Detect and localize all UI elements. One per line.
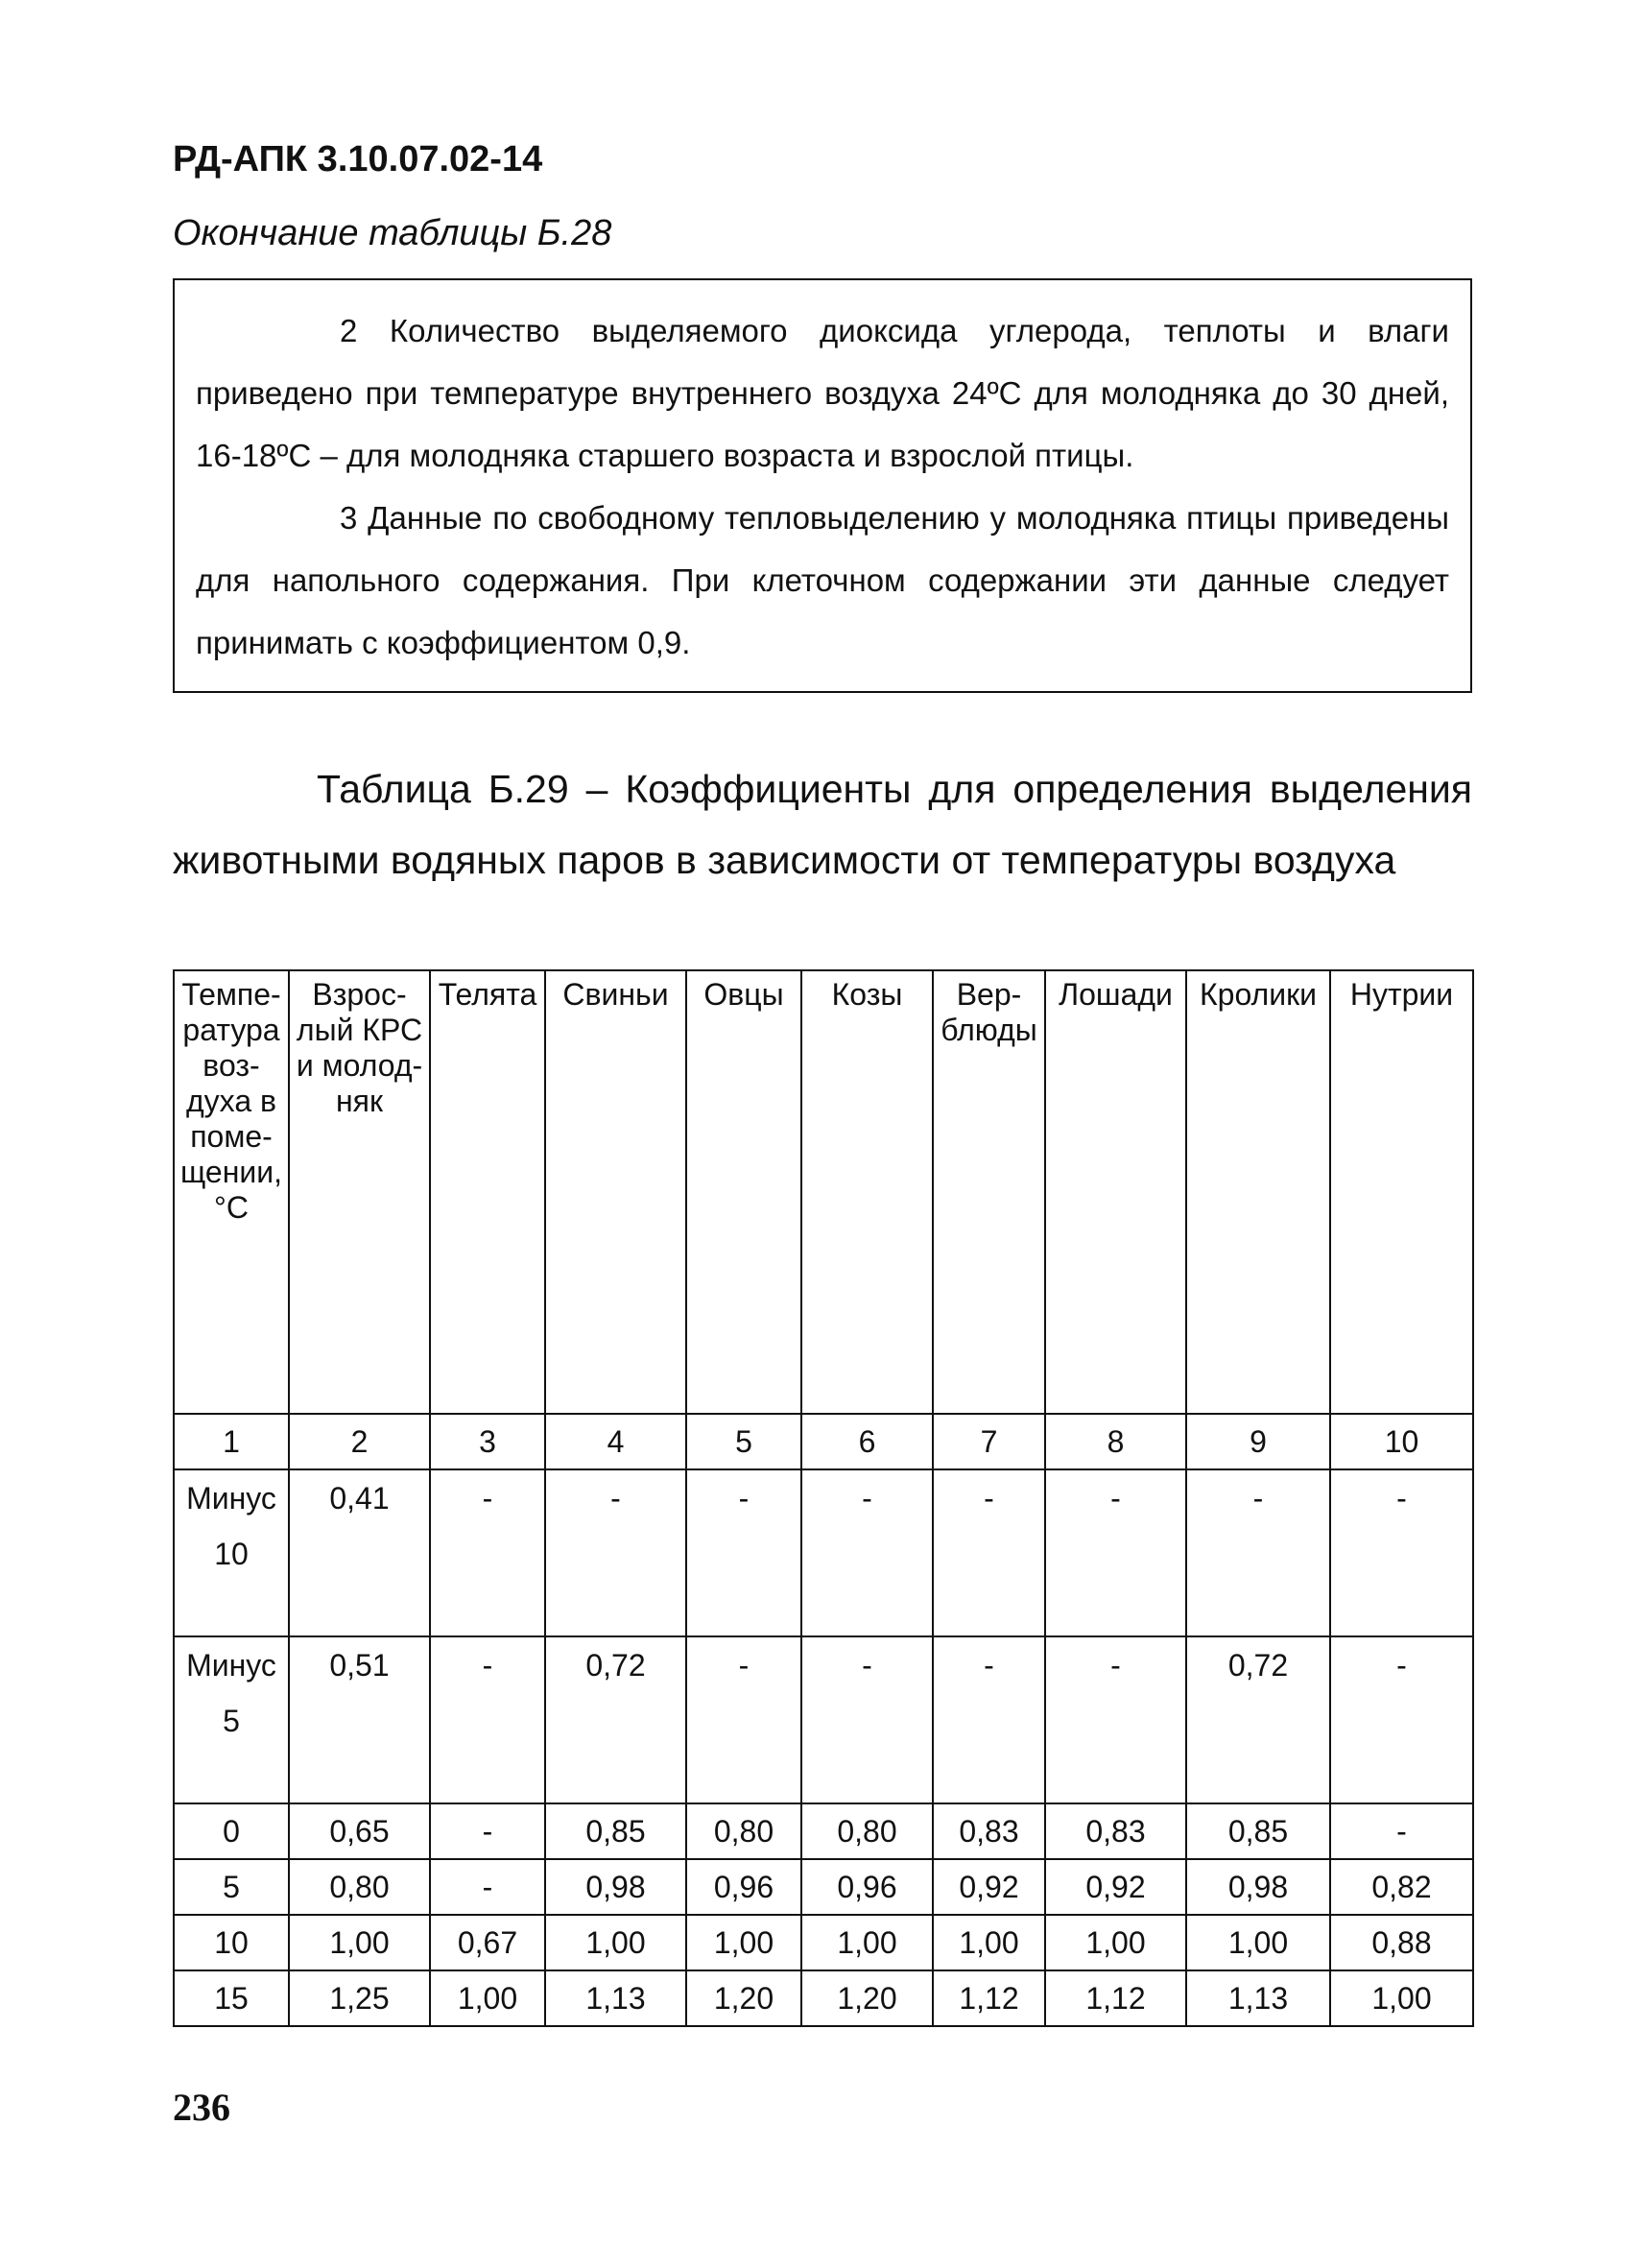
table-cell: 0 [174, 1803, 289, 1859]
table-cell: 0,83 [1045, 1803, 1186, 1859]
table-cell: - [430, 1859, 545, 1915]
table-cell: - [1186, 1469, 1330, 1636]
table-cell: 0,88 [1330, 1915, 1473, 1970]
table-cell: 0,85 [1186, 1803, 1330, 1859]
column-number: 1 [174, 1414, 289, 1469]
table-cell: - [1045, 1469, 1186, 1636]
table-cell: 0,41 [289, 1469, 430, 1636]
note-3: 3 Данные по свободному тепловыделению у молодняка птицы приведены для напольного содержания. При клеточном содержании эти данные следует принимать с коэффициентом 0,9. [196, 500, 1449, 660]
header-pigs: Свиньи [545, 970, 686, 1414]
table-header-row [174, 970, 1473, 1414]
table-cell: 1,00 [686, 1915, 801, 1970]
column-number: 4 [545, 1414, 686, 1469]
column-number: 5 [686, 1414, 801, 1469]
table-title: Таблица Б.29 – Коэффициенты для определения выделения животными водяных паров в зависимости от температуры воздуха [173, 767, 1472, 882]
table-cell: 0,96 [801, 1859, 933, 1915]
table-cell: 0,83 [933, 1803, 1045, 1859]
table-cell: - [801, 1636, 933, 1803]
table-row [174, 1636, 1473, 1803]
table-cell: - [1045, 1636, 1186, 1803]
table-cell: - [1330, 1636, 1473, 1803]
table-cell: 1,20 [686, 1970, 801, 2026]
table-cell: - [430, 1636, 545, 1803]
page-number: 236 [173, 2086, 230, 2129]
table-row [174, 1803, 1473, 1859]
table-cell: 0,82 [1330, 1859, 1473, 1915]
table-cell: 1,00 [1186, 1915, 1330, 1970]
header-nutrias: Нутрии [1330, 970, 1473, 1414]
table-cell: 1,13 [545, 1970, 686, 2026]
column-number: 10 [1330, 1414, 1473, 1469]
coefficients-table [173, 969, 1474, 2027]
column-number: 8 [1045, 1414, 1186, 1469]
table-cell: 0,92 [933, 1859, 1045, 1915]
header-camels: Верблюды [933, 970, 1045, 1414]
table-cell: 0,72 [545, 1636, 686, 1803]
column-number: 9 [1186, 1414, 1330, 1469]
table-cell: 0,80 [686, 1803, 801, 1859]
document-code: РД-АПК 3.10.07.02-14 [173, 139, 543, 179]
table-cell: 1,00 [289, 1915, 430, 1970]
header-cattle: Взрослый КРС и молодняк [289, 970, 430, 1414]
table-cell: - [686, 1636, 801, 1803]
table-notes-box [173, 278, 1472, 693]
header-temperature: Температура воздуха в помещении, °С [174, 970, 289, 1414]
table-cell: 1,12 [933, 1970, 1045, 2026]
table-row [174, 1915, 1473, 1970]
table-cell: 1,13 [1186, 1970, 1330, 2026]
header-calves: Телята [430, 970, 545, 1414]
column-number: 2 [289, 1414, 430, 1469]
table-cell: 0,96 [686, 1859, 801, 1915]
table-cell: 0,85 [545, 1803, 686, 1859]
table-cell: 0,98 [545, 1859, 686, 1915]
table-cell: 15 [174, 1970, 289, 2026]
table-cell: - [545, 1469, 686, 1636]
header-horses: Лошади [1045, 970, 1186, 1414]
table-row [174, 1859, 1473, 1915]
table-cell: 1,00 [1330, 1970, 1473, 2026]
column-number: 3 [430, 1414, 545, 1469]
table-cell: 0,92 [1045, 1859, 1186, 1915]
table-cell: - [933, 1469, 1045, 1636]
table-cell: - [430, 1469, 545, 1636]
table-cell: 0,80 [289, 1859, 430, 1915]
column-number: 7 [933, 1414, 1045, 1469]
note-2: 2 Количество выделяемого диоксида углерода, теплоты и влаги приведено при температуре внутреннего воздуха 24ºС для молодняка до 30 дней, 16-18ºС – для молодняка старшего возраста и взрослой птицы. [196, 313, 1449, 473]
column-numbers-row [174, 1414, 1473, 1469]
header-rabbits: Кролики [1186, 970, 1330, 1414]
table-cell: 1,00 [933, 1915, 1045, 1970]
table-cell: 1,20 [801, 1970, 933, 2026]
table-cell: 1,00 [430, 1970, 545, 2026]
table-cell: 0,51 [289, 1636, 430, 1803]
table-cell: 1,00 [1045, 1915, 1186, 1970]
table-cell: - [430, 1803, 545, 1859]
table-cell: 0,72 [1186, 1636, 1330, 1803]
table-row [174, 1970, 1473, 2026]
header-sheep: Овцы [686, 970, 801, 1414]
table-cell: - [1330, 1803, 1473, 1859]
table-cell: 0,67 [430, 1915, 545, 1970]
table-cell: 5 [174, 1859, 289, 1915]
table-cell: - [801, 1469, 933, 1636]
table-continuation-caption: Окончание таблицы Б.28 [173, 213, 612, 253]
table-cell: 1,00 [801, 1915, 933, 1970]
table-cell: 0,98 [1186, 1859, 1330, 1915]
table-cell: - [933, 1636, 1045, 1803]
table-cell: - [1330, 1469, 1473, 1636]
table-cell: 10 [174, 1915, 289, 1970]
table-cell: 0,65 [289, 1803, 430, 1859]
table-cell: 1,00 [545, 1915, 686, 1970]
table-cell: 1,12 [1045, 1970, 1186, 2026]
table-cell: 1,25 [289, 1970, 430, 2026]
table-row [174, 1469, 1473, 1636]
column-number: 6 [801, 1414, 933, 1469]
table-cell: - [686, 1469, 801, 1636]
table-cell: Минус 10 [174, 1469, 289, 1636]
header-goats: Козы [801, 970, 933, 1414]
table-cell: Минус 5 [174, 1636, 289, 1803]
table-cell: 0,80 [801, 1803, 933, 1859]
